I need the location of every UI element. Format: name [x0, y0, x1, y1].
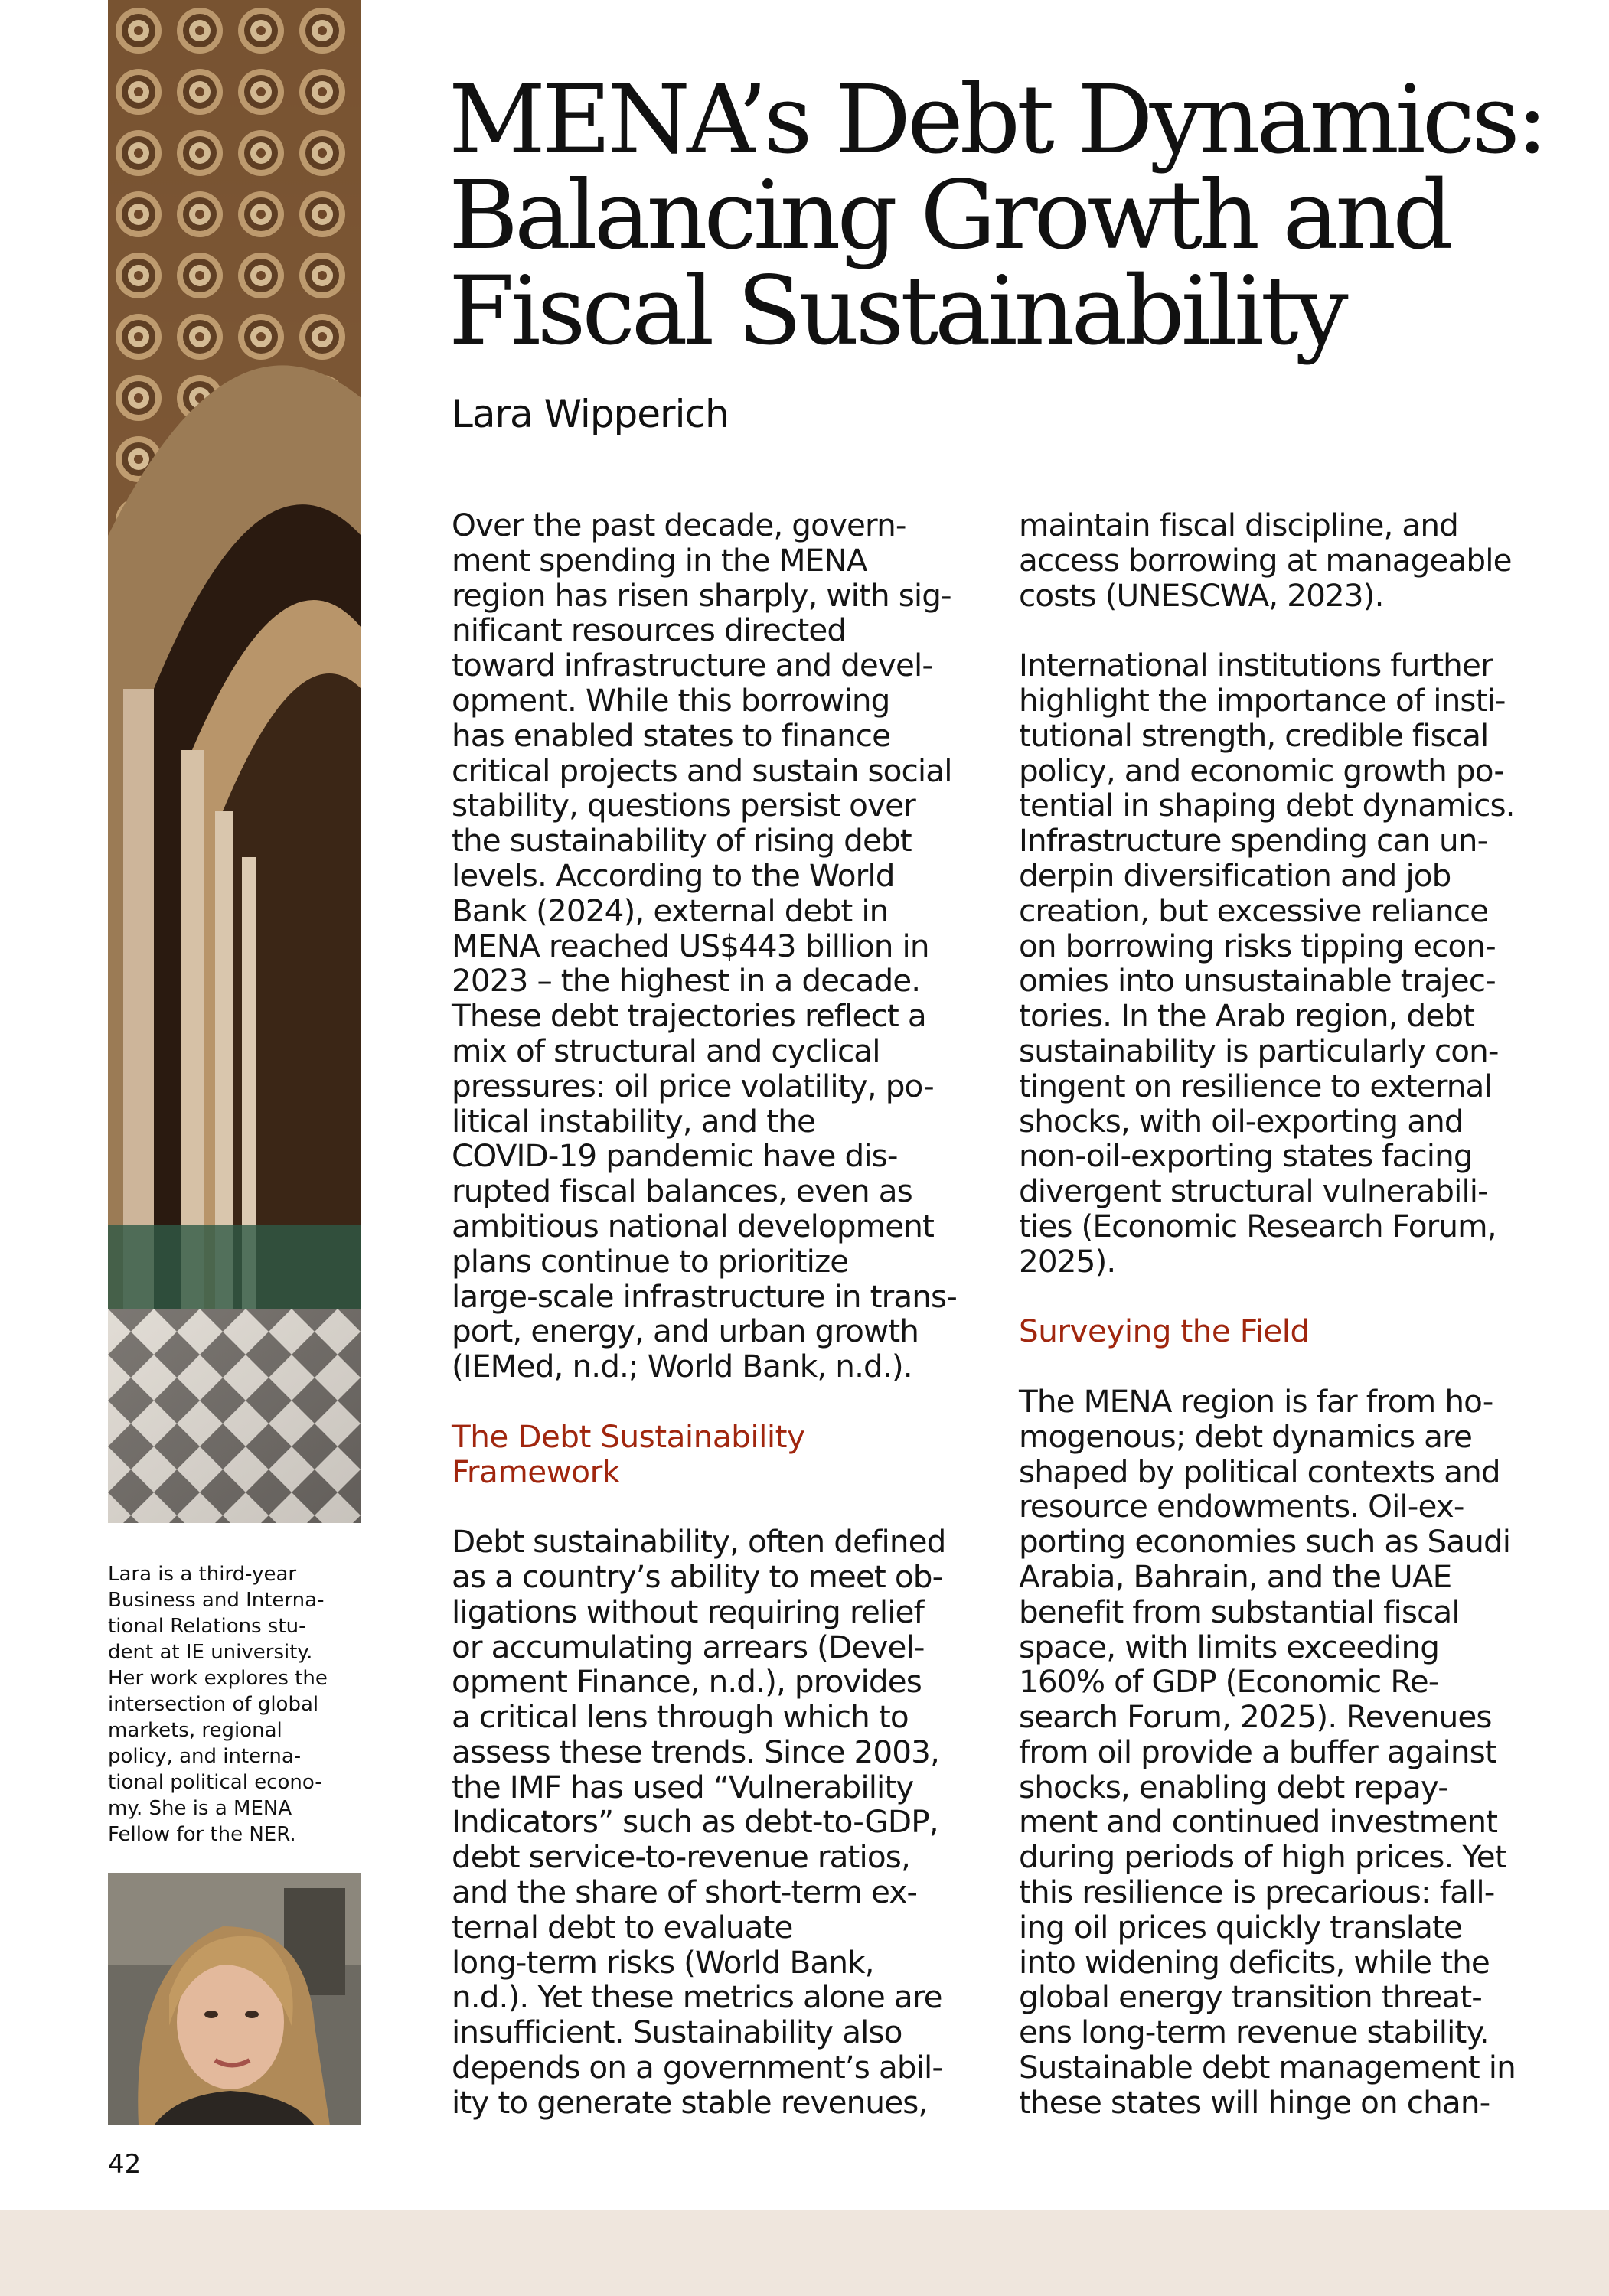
text-line: 160% of GDP (Economic Re- — [1019, 1663, 1439, 1701]
text-line: toward infrastructure and devel- — [452, 647, 933, 684]
page-number: 42 — [108, 2149, 142, 2180]
bio-line: tional political econo- — [108, 1771, 322, 1794]
text-line: Arabia, Bahrain, and the UAE — [1019, 1557, 1452, 1595]
text-line: insufficient. Sustainability also — [452, 2014, 902, 2051]
text-line: International institutions further — [1019, 647, 1493, 684]
paragraph-continued — [1019, 508, 1555, 613]
heading-line: Surveying the Field — [1019, 1313, 1310, 1350]
text-line: Indicators” such as debt-to-GDP, — [452, 1803, 938, 1841]
text-line: this resilience is precarious: fall- — [1019, 1874, 1495, 1911]
text-line: resource endowments. Oil-ex- — [1019, 1488, 1464, 1525]
author-bio — [108, 1561, 368, 1848]
text-line: derpin diversification and job — [1019, 856, 1451, 894]
bio-line: Her work explores the — [108, 1667, 328, 1690]
text-line: ens long-term revenue stability. — [1019, 2014, 1489, 2051]
paragraph-surveying — [1019, 1384, 1555, 2121]
text-line: during periods of high prices. Yet — [1019, 1838, 1506, 1876]
bio-line: markets, regional — [108, 1719, 282, 1742]
text-line: ties (Economic Research Forum, — [1019, 1207, 1496, 1244]
text-line: porting economies such as Saudi — [1019, 1523, 1511, 1561]
text-line: mix of structural and cyclical — [452, 1032, 880, 1069]
text-line: 2023 – the highest in a decade. — [452, 962, 921, 1000]
text-line: these states will hinge on chan- — [1019, 2083, 1490, 2121]
text-line: mogenous; debt dynamics are — [1019, 1417, 1472, 1455]
text-line: or accumulating arrears (Devel- — [452, 1628, 925, 1665]
text-line: shocks, with oil-exporting and — [1019, 1102, 1464, 1140]
text-line: and the share of short-term ex- — [452, 1874, 918, 1911]
text-line: policy, and economic growth po- — [1019, 752, 1505, 789]
bio-line: policy, and interna- — [108, 1745, 302, 1768]
paragraph-intro — [452, 508, 987, 1384]
heading-line: The Debt Sustainability — [452, 1417, 805, 1455]
text-line: tential in shaping debt dynamics. — [1019, 787, 1515, 824]
bio-line: Business and Interna- — [108, 1589, 325, 1612]
text-line: port, energy, and urban growth — [452, 1313, 919, 1350]
text-line: costs (UNESCWA, 2023). — [1019, 576, 1384, 614]
text-line: search Forum, 2025). Revenues — [1019, 1698, 1492, 1736]
text-line: rupted fiscal balances, even as — [452, 1172, 912, 1210]
bio-line: my. She is a MENA — [108, 1797, 292, 1820]
text-line: divergent structural vulnerabili- — [1019, 1172, 1488, 1210]
text-line: into widening deficits, while the — [1019, 1943, 1490, 1981]
text-line: has enabled states to finance — [452, 716, 891, 754]
text-line: Over the past decade, govern- — [452, 507, 906, 543]
title-line: Balancing Growth and — [449, 161, 1450, 271]
bio-line: Fellow for the NER. — [108, 1823, 296, 1846]
right-column — [1019, 508, 1555, 2121]
text-line: ternal debt to evaluate — [452, 1908, 793, 1945]
text-line: Sustainable debt management in — [1019, 2049, 1516, 2086]
bio-line: tional Relations stu- — [108, 1615, 306, 1638]
bio-line: intersection of global — [108, 1693, 319, 1716]
text-line: highlight the importance of insti- — [1019, 681, 1506, 719]
text-line: pressures: oil price volatility, po- — [452, 1067, 934, 1104]
text-line: region has risen sharply, with sig- — [452, 576, 951, 614]
article-title — [449, 65, 1566, 367]
text-line: from oil provide a buffer against — [1019, 1733, 1496, 1770]
paragraph-institutions — [1019, 648, 1555, 1279]
text-line: sustainability is particularly con- — [1019, 1032, 1499, 1069]
text-line: nificant resources directed — [452, 612, 847, 649]
text-line: depends on a government’s abil- — [452, 2049, 943, 2086]
section-heading-surveying — [1019, 1314, 1555, 1349]
text-line: MENA reached US$443 billion in — [452, 927, 929, 964]
text-line: creation, but excessive reliance — [1019, 892, 1489, 929]
bio-line: dent at IE university. — [108, 1641, 313, 1664]
title-line: MENA’s Debt Dynamics: — [449, 65, 1545, 175]
text-line: Debt sustainability, often defined — [452, 1523, 946, 1561]
text-line: plans continue to prioritize — [452, 1242, 849, 1280]
text-line: as a country’s ability to meet ob- — [452, 1557, 943, 1595]
text-line: large-scale infrastructure in trans- — [452, 1277, 957, 1315]
text-line: benefit from substantial fiscal — [1019, 1593, 1460, 1630]
text-line: ment spending in the MENA — [452, 541, 867, 579]
text-line: non-oil-exporting states facing — [1019, 1137, 1473, 1175]
text-line: ligations without requiring relief — [452, 1593, 924, 1630]
text-line: shaped by political contexts and — [1019, 1453, 1500, 1490]
paragraph-framework — [452, 1525, 987, 2121]
text-line: Bank (2024), external debt in — [452, 892, 889, 929]
title-line: Fiscal Sustainability — [449, 256, 1345, 367]
text-line: ing oil prices quickly translate — [1019, 1908, 1463, 1945]
text-line: a critical lens through which to — [452, 1698, 909, 1736]
footer-band — [0, 2210, 1609, 2296]
section-heading-debt-framework — [452, 1417, 987, 1490]
text-line: space, with limits exceeding — [1019, 1628, 1440, 1665]
text-line: ambitious national development — [452, 1207, 934, 1244]
text-line: n.d.). Yet these metrics alone are — [452, 1978, 942, 2016]
text-line: the IMF has used “Vulnerability — [452, 1768, 914, 1805]
text-line: omies into unsustainable trajec- — [1019, 962, 1496, 1000]
author-name: Lara Wipperich — [452, 392, 729, 436]
text-line: (IEMed, n.d.; World Bank, n.d.). — [452, 1348, 912, 1385]
text-line: critical projects and sustain social — [452, 752, 952, 789]
text-line: the sustainability of rising debt — [452, 822, 912, 859]
text-line: opment Finance, n.d.), provides — [452, 1663, 922, 1701]
mosque-arcade-photo — [108, 0, 361, 1523]
text-line: shocks, enabling debt repay- — [1019, 1768, 1448, 1805]
text-line: access borrowing at manageable — [1019, 541, 1512, 579]
text-line: levels. According to the World — [452, 856, 895, 894]
text-line: stability, questions persist over — [452, 787, 915, 824]
text-line: maintain fiscal discipline, and — [1019, 507, 1458, 543]
text-line: debt service-to-revenue ratios, — [452, 1838, 910, 1876]
text-line: on borrowing risks tipping econ- — [1019, 927, 1496, 964]
text-line: long-term risks (World Bank, — [452, 1943, 874, 1981]
text-line: litical instability, and the — [452, 1102, 815, 1140]
heading-line: Framework — [452, 1453, 620, 1490]
text-line: global energy transition threat- — [1019, 1978, 1482, 2016]
text-line: These debt trajectories reflect a — [452, 997, 926, 1035]
text-line: The MENA region is far from ho- — [1019, 1382, 1493, 1420]
text-line: tingent on resilience to external — [1019, 1067, 1492, 1104]
text-line: ment and continued investment — [1019, 1803, 1498, 1841]
text-line: opment. While this borrowing — [452, 681, 890, 719]
author-portrait — [108, 1873, 361, 2125]
text-line: Infrastructure spending can un- — [1019, 822, 1488, 859]
text-line: tories. In the Arab region, debt — [1019, 997, 1475, 1035]
text-line: COVID-19 pandemic have dis- — [452, 1137, 898, 1175]
text-line: 2025). — [1019, 1242, 1116, 1280]
text-line: tutional strength, credible fiscal — [1019, 716, 1489, 754]
left-column — [452, 508, 987, 2121]
text-line: ity to generate stable revenues, — [452, 2083, 928, 2121]
bio-line: Lara is a third-year — [108, 1563, 297, 1586]
text-line: assess these trends. Since 2003, — [452, 1733, 939, 1770]
